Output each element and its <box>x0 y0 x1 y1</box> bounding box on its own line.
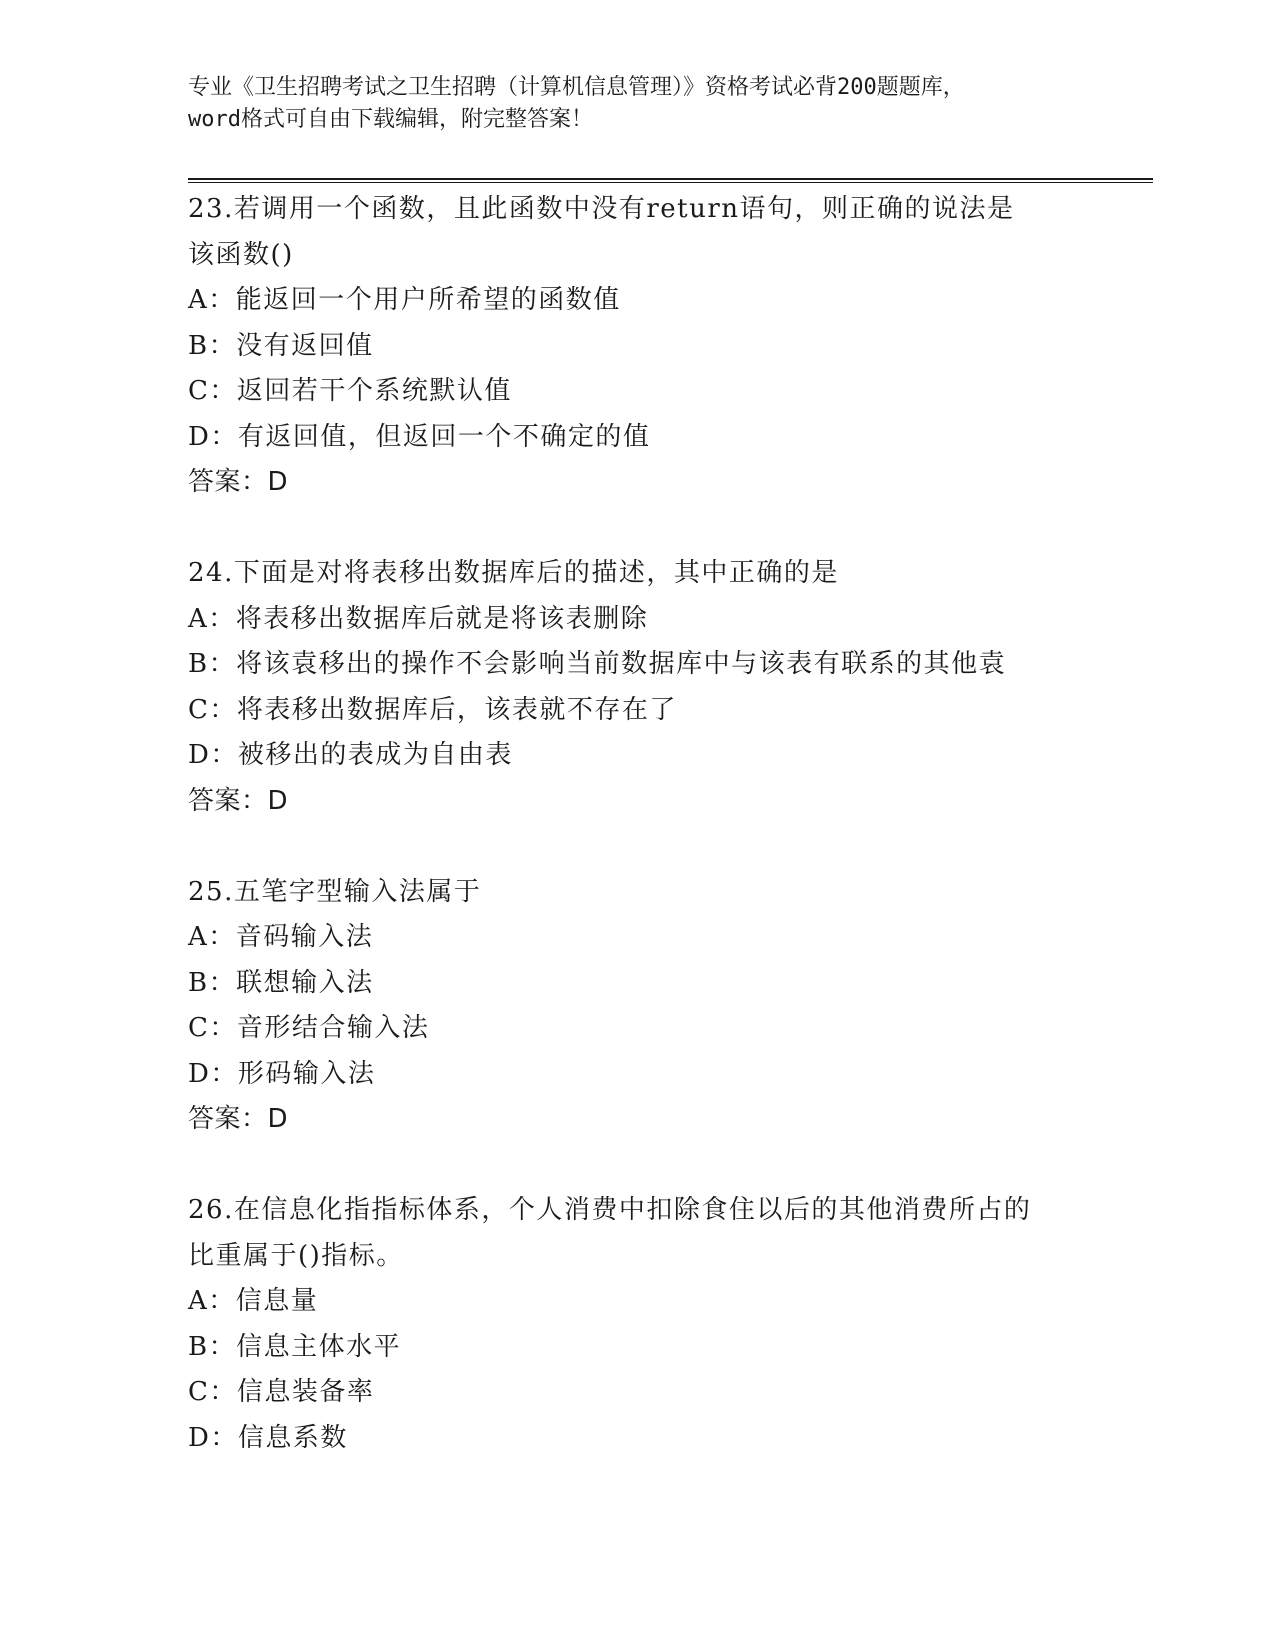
question-stem-line: 该函数() <box>188 239 294 270</box>
document-header <box>188 72 1088 136</box>
option-b: B：将该袁移出的操作不会影响当前数据库中与该表有联系的其他袁 <box>188 649 1007 679</box>
question-25 <box>188 870 1088 1189</box>
question-stem-line: 25.五笔字型输入法属于 <box>188 876 482 907</box>
answer-line: 答案：D <box>188 467 289 497</box>
question-stem-line: 23.若调用一个函数，且此函数中没有return语句，则正确的说法是 <box>188 194 1015 224</box>
option-d: D：形码输入法 <box>188 1058 376 1089</box>
option-c: C：返回若干个系统默认值 <box>188 376 512 406</box>
question-26 <box>188 1188 1088 1461</box>
answer-line: 答案：D <box>188 785 289 816</box>
header-line-2: word格式可自由下载编辑，附完整答案！ <box>188 107 593 132</box>
option-b: B：没有返回值 <box>188 330 374 361</box>
option-d: D：被移出的表成为自由表 <box>188 740 513 770</box>
header-divider <box>188 178 1153 183</box>
option-a: A：信息量 <box>188 1286 319 1316</box>
option-c: C：音形结合输入法 <box>188 1013 430 1043</box>
option-b: B：联想输入法 <box>188 967 374 998</box>
question-stem-line: 24.下面是对将表移出数据库后的描述，其中正确的是 <box>188 558 839 588</box>
header-line-1: 专业《卫生招聘考试之卫生招聘（计算机信息管理）》资格考试必背200题题库， <box>188 75 965 100</box>
spacer <box>188 1143 1088 1189</box>
answer-line: 答案：D <box>188 1104 289 1134</box>
option-d: D：有返回值，但返回一个不确定的值 <box>188 421 651 452</box>
option-c: C：将表移出数据库后，该表就不存在了 <box>188 694 677 725</box>
question-23 <box>188 187 1088 551</box>
option-a: A：音码输入法 <box>188 922 374 952</box>
option-a: A：将表移出数据库后就是将该表删除 <box>188 603 649 634</box>
spacer <box>188 506 1088 552</box>
question-stem-line: 比重属于()指标。 <box>188 1240 404 1271</box>
option-a: A：能返回一个用户所希望的函数值 <box>188 285 621 315</box>
option-d: D：信息系数 <box>188 1422 348 1453</box>
question-24 <box>188 551 1088 870</box>
question-list <box>188 187 1088 1461</box>
question-stem-line: 26.在信息化指指标体系，个人消费中扣除食住以后的其他消费所占的 <box>188 1195 1032 1225</box>
spacer <box>188 824 1088 870</box>
option-b: B：信息主体水平 <box>188 1331 402 1362</box>
option-c: C：信息装备率 <box>188 1377 375 1407</box>
